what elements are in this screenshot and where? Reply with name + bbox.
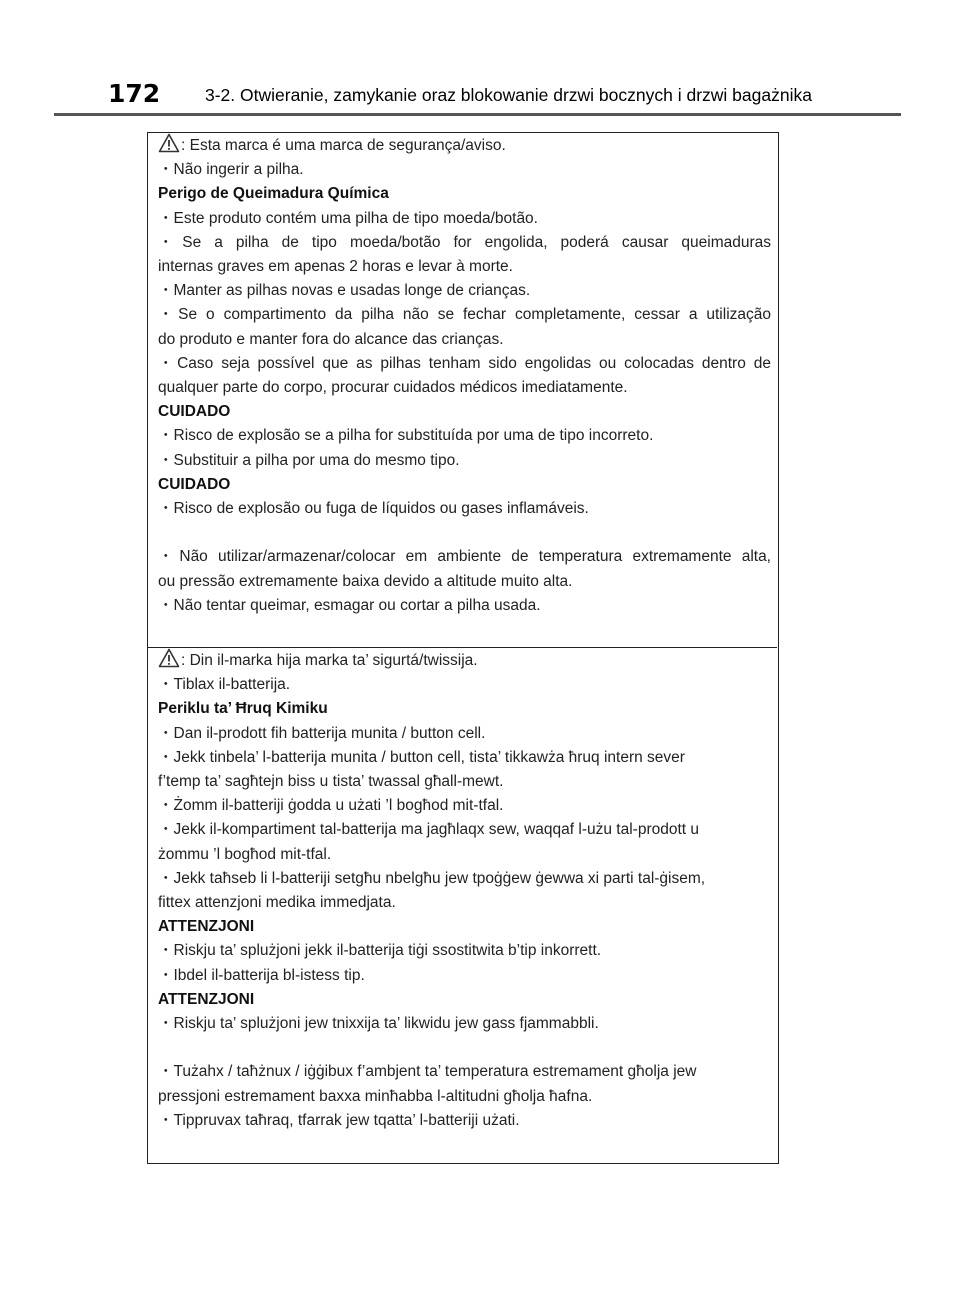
instruction-line: fittex attenzjoni medika immedjata. [158,894,396,912]
instruction-line: f’temp ta’ sagħtejn biss u tista’ twassal għall-mewt. [158,773,504,791]
caution-heading: ATTENZJONI [158,918,255,936]
instruction-line: ・Manter as pilhas novas e usadas longe de crianças. [158,282,531,300]
instruction-line: do produto e manter fora do alcance das crianças. [158,330,504,348]
battery-warning-box [147,132,779,1164]
instruction-line: ・Jekk il-kompartiment tal-batterija ma jagħlaqx sew, waqqaf l-użu tal-prodott u [158,821,700,839]
instruction-line: ・Este produto contém uma pilha de tipo moeda/botão. [158,209,538,227]
instruction-line: ・Dan il-prodott fih batterija munita / button cell. [158,724,486,742]
instruction-line: ・Não ingerir a pilha. [158,161,304,179]
instruction-line: ・Tippruvax taħraq, tfarrak jew tqatta’ l-batteriji użati. [158,1111,520,1129]
instruction-line: ou pressão extremamente baixa devido a altitude muito alta. [158,572,573,590]
instruction-line: ・Não tentar queimar, esmagar ou cortar a pilha usada. [158,596,541,614]
warning-mark-line [158,133,771,158]
instruction-line: internas graves em apenas 2 horas e levar à morte. [158,258,513,276]
section-title: 3-2. Otwieranie, zamykanie oraz blokowanie drzwi bocznych i drzwi bagażnika [205,85,812,105]
caution-heading: CUIDADO [158,475,231,493]
warning-triangle-icon [158,133,180,153]
instruction-line: ・Ibdel il-batterija bl-istess tip. [158,966,365,984]
warning-panel-portuguese [148,133,777,648]
instruction-line: ・Riskju ta’ splużjoni jekk il-batterija tiġi ssostitwita b’tip inkorrett. [158,942,602,960]
instruction-line: ・Jekk tinbela’ l-batterija munita / button cell, tista’ tikkawża ħruq intern sever [158,748,685,766]
instruction-line: qualquer parte do corpo, procurar cuidados médicos imediatamente. [158,379,628,397]
instruction-line: pressjoni estremament baxxa minħabba l-altitudni għolja ħafna. [158,1087,593,1105]
instruction-line: ・Żomm il-batteriji ġodda u użati ’l bogħod mit-tfal. [158,797,504,815]
blank-line [158,521,771,545]
instruction-line: żommu ’l bogħod mit-tfal. [158,845,332,863]
warning-mark-text: : Din il-marka hija marka ta’ sigurtá/twissija. [181,652,478,669]
warning-panel-maltese [148,648,777,1162]
page-number: 172 [108,79,161,108]
warning-mark-line [158,648,771,673]
chemical-burn-heading: Perigo de Queimadura Química [158,185,389,203]
chemical-burn-heading: Periklu ta’ Ħruq Kimiku [158,700,328,718]
caution-heading: ATTENZJONI [158,990,255,1008]
instruction-line: ・Substituir a pilha por uma do mesmo tipo. [158,451,460,469]
instruction-line: ・Se o compartimento da pilha não se fechar completamente, cessar a utilização [158,306,771,324]
caution-heading: CUIDADO [158,403,231,421]
instruction-line: ・Risco de explosão ou fuga de líquidos ou gases inflamáveis. [158,500,589,518]
header-rule [54,113,901,116]
instruction-line: ・Se a pilha de tipo moeda/botão for engolida, poderá causar queimaduras [158,233,771,251]
instruction-line: ・Jekk taħseb li l-batteriji setgħu nbelgħu jew tpoġġew ġewwa xi parti tal-ġisem, [158,869,706,887]
instruction-line: ・Não utilizar/armazenar/colocar em ambiente de temperatura extremamente alta, [158,548,771,566]
instruction-line: ・Tużahx / taħżnux / iġġibux f’ambjent ta’ temperatura estremament għolja jew [158,1063,697,1081]
blank-line [158,1036,771,1060]
instruction-line: ・Riskju ta’ splużjoni jew tnixxija ta’ likwidu jew gass fjammabbli. [158,1015,599,1033]
instruction-line: ・Tiblax il-batterija. [158,676,291,694]
instruction-line: ・Caso seja possível que as pilhas tenham sido engolidas ou colocadas dentro de [158,354,771,372]
page-header [0,0,960,120]
warning-triangle-icon [158,648,180,668]
warning-mark-text: : Esta marca é uma marca de segurança/aviso. [181,137,506,154]
instruction-line: ・Risco de explosão se a pilha for substituída por uma de tipo incorreto. [158,427,654,445]
